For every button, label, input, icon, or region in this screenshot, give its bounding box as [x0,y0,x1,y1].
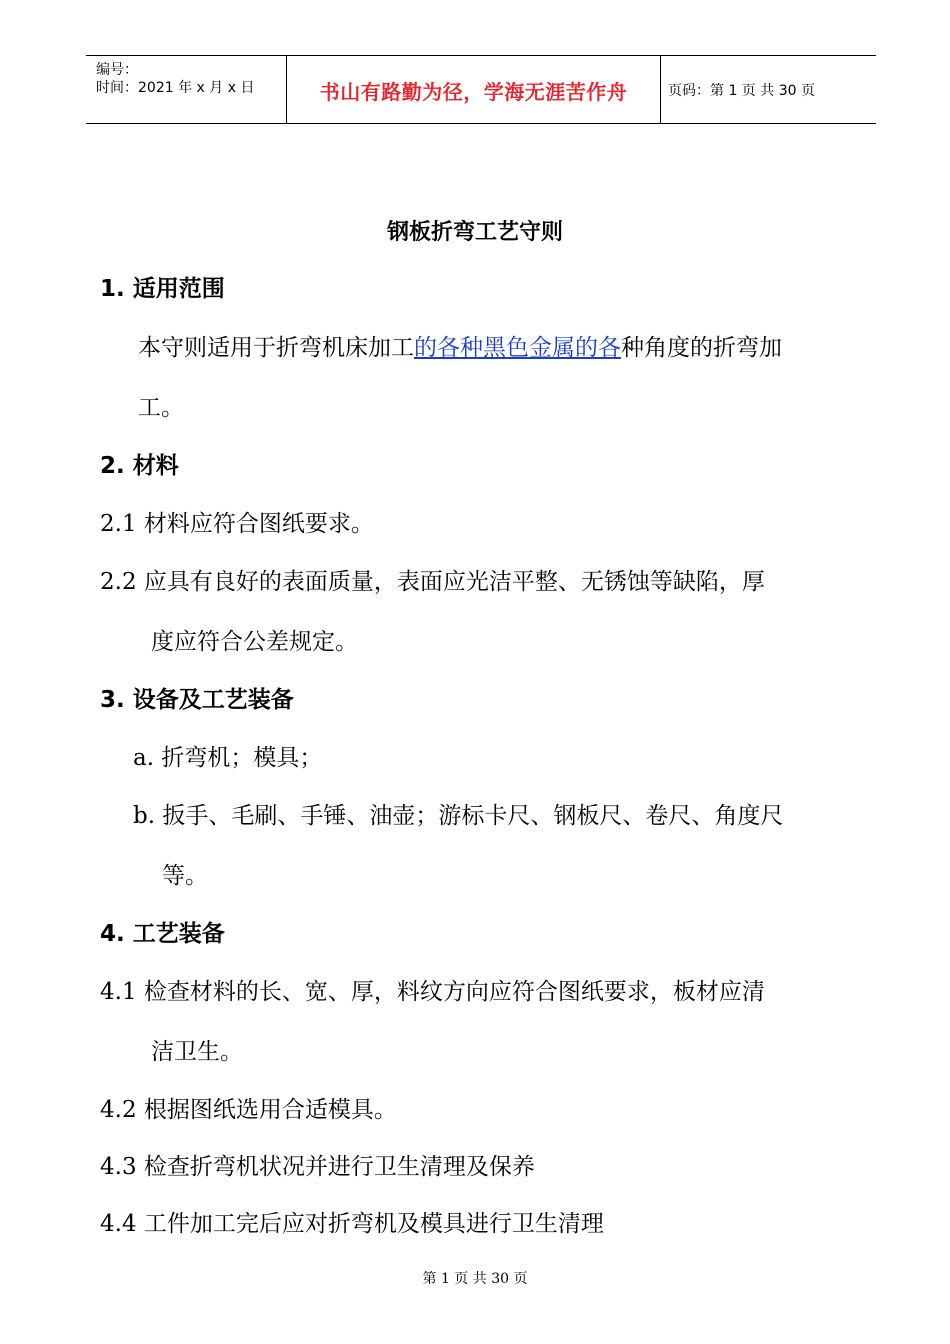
document-number-label: 编号： [96,62,138,78]
section-4-4: 4.4 工件加工完后应对折弯机及模具进行卫生清理 [100,1211,604,1237]
section-3-item-b-line-2: 等。 [162,863,208,889]
header-page-number: 页码：第 1 页 共 30 页 [668,83,815,99]
header-page-cell [660,56,876,123]
section-1-text-b: 种角度的折弯加 [621,335,782,361]
page-footer: 第 1 页 共 30 页 [422,1271,528,1287]
section-4-3: 4.3 检查折弯机状况并进行卫生清理及保养 [100,1154,535,1180]
section-1-heading: 1. 适用范围 [100,276,225,302]
section-3-heading: 3. 设备及工艺装备 [100,687,294,713]
section-4-2: 4.2 根据图纸选用合适模具。 [100,1097,397,1123]
section-1-paragraph-line-1 [138,332,782,364]
section-2-2-line-1: 2.2 应具有良好的表面质量，表面应光洁平整、无锈蚀等缺陷，厚 [100,569,765,595]
section-3-item-b-line-1: b. 扳手、毛刷、手锤、油壶；游标卡尺、钢板尺、卷尺、角度尺 [133,803,784,829]
section-4-1-line-2: 洁卫生。 [151,1039,243,1065]
header-meta-cell [86,56,286,123]
section-3-item-a: a. 折弯机；模具； [133,745,323,771]
section-2-2-line-2: 度应符合公差规定。 [151,629,358,655]
section-1-link[interactable]: 的各种黑色金属的各 [414,335,621,361]
section-1-text-a: 本守则适用于折弯机床加工 [138,335,414,361]
document-title: 钢板折弯工艺守则 [386,220,563,245]
section-4-heading: 4. 工艺装备 [100,921,225,947]
header-motto-cell [286,56,661,123]
page-header [86,55,876,124]
section-4-1-line-1: 4.1 检查材料的长、宽、厚，料纹方向应符合图纸要求，板材应清 [100,979,765,1005]
header-motto: 书山有路勤为径，学海无涯苦作舟 [319,80,628,104]
section-1-paragraph-line-2: 工。 [138,395,184,421]
section-2-1: 2.1 材料应符合图纸要求。 [100,511,374,537]
document-date-label: 时间：2021 年 x 月 x 日 [96,80,255,96]
section-2-heading: 2. 材料 [100,453,179,479]
